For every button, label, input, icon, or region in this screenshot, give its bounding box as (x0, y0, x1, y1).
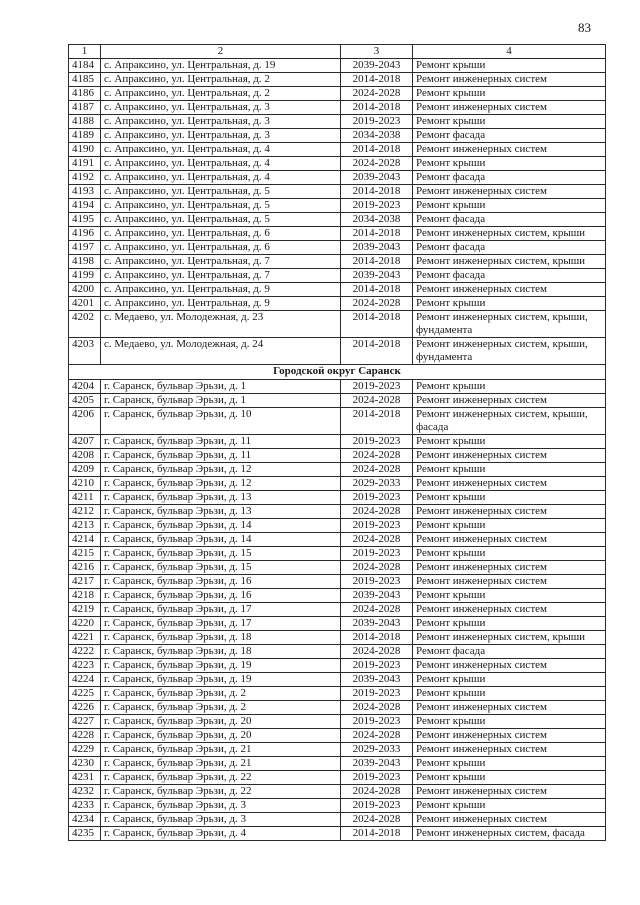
row-work: Ремонт инженерных систем (413, 477, 606, 491)
table-row (69, 283, 606, 297)
row-work: Ремонт инженерных систем, крыши, фундамента (413, 338, 606, 365)
row-work: Ремонт фасада (413, 213, 606, 227)
row-address: г. Саранск, бульвар Эрьзи, д. 18 (101, 631, 341, 645)
row-work: Ремонт фасада (413, 241, 606, 255)
row-number: 4190 (69, 143, 101, 157)
row-number: 4218 (69, 589, 101, 603)
row-period: 2039-2043 (341, 171, 413, 185)
row-work: Ремонт фасада (413, 129, 606, 143)
row-number: 4225 (69, 687, 101, 701)
table-row (69, 143, 606, 157)
row-period: 2034-2038 (341, 213, 413, 227)
table-row (69, 673, 606, 687)
row-number: 4197 (69, 241, 101, 255)
row-work: Ремонт инженерных систем, крыши (413, 631, 606, 645)
row-period: 2039-2043 (341, 269, 413, 283)
table-row (69, 435, 606, 449)
row-work: Ремонт инженерных систем (413, 73, 606, 87)
page-number: 83 (578, 20, 591, 35)
row-number: 4233 (69, 799, 101, 813)
row-address: г. Саранск, бульвар Эрьзи, д. 13 (101, 505, 341, 519)
row-period: 2014-2018 (341, 827, 413, 841)
row-address: г. Саранск, бульвар Эрьзи, д. 3 (101, 813, 341, 827)
row-number: 4205 (69, 394, 101, 408)
table-row (69, 213, 606, 227)
row-period: 2024-2028 (341, 561, 413, 575)
row-number: 4198 (69, 255, 101, 269)
row-address: г. Саранск, бульвар Эрьзи, д. 1 (101, 394, 341, 408)
row-address: с. Апраксино, ул. Центральная, д. 6 (101, 241, 341, 255)
row-work: Ремонт крыши (413, 771, 606, 785)
table-row (69, 185, 606, 199)
row-work: Ремонт крыши (413, 687, 606, 701)
row-address: г. Саранск, бульвар Эрьзи, д. 1 (101, 380, 341, 394)
row-number: 4219 (69, 603, 101, 617)
row-period: 2039-2043 (341, 757, 413, 771)
row-work: Ремонт инженерных систем (413, 743, 606, 757)
row-number: 4221 (69, 631, 101, 645)
row-number: 4220 (69, 617, 101, 631)
row-number: 4196 (69, 227, 101, 241)
row-period: 2024-2028 (341, 701, 413, 715)
row-work: Ремонт инженерных систем, крыши (413, 255, 606, 269)
row-work: Ремонт фасада (413, 269, 606, 283)
header-row (69, 45, 606, 59)
row-period: 2019-2023 (341, 799, 413, 813)
row-period: 2019-2023 (341, 715, 413, 729)
row-address: г. Саранск, бульвар Эрьзи, д. 3 (101, 799, 341, 813)
table-row (69, 297, 606, 311)
row-number: 4226 (69, 701, 101, 715)
table-row (69, 129, 606, 143)
row-address: г. Саранск, бульвар Эрьзи, д. 20 (101, 729, 341, 743)
row-address: г. Саранск, бульвар Эрьзи, д. 16 (101, 589, 341, 603)
row-work: Ремонт инженерных систем (413, 101, 606, 115)
row-number: 4212 (69, 505, 101, 519)
row-number: 4188 (69, 115, 101, 129)
row-work: Ремонт крыши (413, 199, 606, 213)
section-title: Городской округ Саранск (69, 365, 606, 380)
row-work: Ремонт инженерных систем (413, 533, 606, 547)
row-address: с. Апраксино, ул. Центральная, д. 3 (101, 115, 341, 129)
row-period: 2014-2018 (341, 283, 413, 297)
row-work: Ремонт крыши (413, 673, 606, 687)
row-work: Ремонт инженерных систем (413, 143, 606, 157)
row-address: с. Апраксино, ул. Центральная, д. 19 (101, 59, 341, 73)
row-address: с. Апраксино, ул. Центральная, д. 3 (101, 101, 341, 115)
row-number: 4201 (69, 297, 101, 311)
row-work: Ремонт инженерных систем, крыши, фасада (413, 408, 606, 435)
row-number: 4187 (69, 101, 101, 115)
row-period: 2039-2043 (341, 617, 413, 631)
row-number: 4232 (69, 785, 101, 799)
row-number: 4195 (69, 213, 101, 227)
row-number: 4194 (69, 199, 101, 213)
row-number: 4191 (69, 157, 101, 171)
table-row (69, 757, 606, 771)
row-address: с. Апраксино, ул. Центральная, д. 7 (101, 269, 341, 283)
table-row (69, 603, 606, 617)
header-col-1: 1 (69, 45, 101, 59)
row-work: Ремонт крыши (413, 463, 606, 477)
section-group (69, 365, 606, 380)
row-period: 2014-2018 (341, 227, 413, 241)
row-address: с. Апраксино, ул. Центральная, д. 9 (101, 297, 341, 311)
row-number: 4211 (69, 491, 101, 505)
row-period: 2024-2028 (341, 449, 413, 463)
row-work: Ремонт инженерных систем (413, 394, 606, 408)
table-row (69, 533, 606, 547)
table-body-after (69, 380, 606, 841)
row-period: 2024-2028 (341, 645, 413, 659)
row-address: г. Саранск, бульвар Эрьзи, д. 12 (101, 477, 341, 491)
row-number: 4223 (69, 659, 101, 673)
table-row (69, 171, 606, 185)
table-row (69, 59, 606, 73)
row-number: 4214 (69, 533, 101, 547)
row-address: с. Апраксино, ул. Центральная, д. 7 (101, 255, 341, 269)
row-address: г. Саранск, бульвар Эрьзи, д. 22 (101, 771, 341, 785)
row-address: г. Саранск, бульвар Эрьзи, д. 19 (101, 659, 341, 673)
table-row (69, 477, 606, 491)
row-address: с. Медаево, ул. Молодежная, д. 23 (101, 311, 341, 338)
table-row (69, 561, 606, 575)
row-period: 2014-2018 (341, 185, 413, 199)
row-work: Ремонт крыши (413, 297, 606, 311)
row-period: 2024-2028 (341, 157, 413, 171)
row-work: Ремонт инженерных систем, крыши, фундамента (413, 311, 606, 338)
row-work: Ремонт крыши (413, 547, 606, 561)
row-work: Ремонт инженерных систем, фасада (413, 827, 606, 841)
row-period: 2014-2018 (341, 408, 413, 435)
row-address: г. Саранск, бульвар Эрьзи, д. 15 (101, 547, 341, 561)
row-period: 2024-2028 (341, 87, 413, 101)
table-row (69, 408, 606, 435)
row-period: 2029-2033 (341, 477, 413, 491)
row-period: 2024-2028 (341, 813, 413, 827)
row-number: 4210 (69, 477, 101, 491)
row-number: 4235 (69, 827, 101, 841)
table-row (69, 645, 606, 659)
row-number: 4202 (69, 311, 101, 338)
row-period: 2019-2023 (341, 575, 413, 589)
row-work: Ремонт инженерных систем (413, 575, 606, 589)
table-row (69, 519, 606, 533)
row-period: 2039-2043 (341, 59, 413, 73)
row-number: 4193 (69, 185, 101, 199)
table-row (69, 827, 606, 841)
row-address: с. Апраксино, ул. Центральная, д. 9 (101, 283, 341, 297)
row-period: 2019-2023 (341, 199, 413, 213)
row-number: 4204 (69, 380, 101, 394)
row-address: г. Саранск, бульвар Эрьзи, д. 18 (101, 645, 341, 659)
row-address: г. Саранск, бульвар Эрьзи, д. 14 (101, 533, 341, 547)
table-row (69, 449, 606, 463)
row-address: с. Апраксино, ул. Центральная, д. 3 (101, 129, 341, 143)
table-row (69, 617, 606, 631)
table-row (69, 311, 606, 338)
row-work: Ремонт крыши (413, 435, 606, 449)
row-period: 2039-2043 (341, 241, 413, 255)
header-col-3: 3 (341, 45, 413, 59)
row-period: 2019-2023 (341, 380, 413, 394)
row-address: г. Саранск, бульвар Эрьзи, д. 17 (101, 603, 341, 617)
table-row (69, 729, 606, 743)
row-address: г. Саранск, бульвар Эрьзи, д. 14 (101, 519, 341, 533)
table-row (69, 743, 606, 757)
row-work: Ремонт инженерных систем (413, 729, 606, 743)
row-work: Ремонт крыши (413, 59, 606, 73)
row-number: 4208 (69, 449, 101, 463)
row-number: 4213 (69, 519, 101, 533)
row-work: Ремонт инженерных систем (413, 505, 606, 519)
row-work: Ремонт крыши (413, 799, 606, 813)
table-row (69, 101, 606, 115)
row-period: 2014-2018 (341, 143, 413, 157)
row-address: с. Апраксино, ул. Центральная, д. 6 (101, 227, 341, 241)
table-row (69, 241, 606, 255)
row-period: 2039-2043 (341, 589, 413, 603)
row-address: г. Саранск, бульвар Эрьзи, д. 4 (101, 827, 341, 841)
table-row (69, 505, 606, 519)
row-number: 4222 (69, 645, 101, 659)
row-number: 4216 (69, 561, 101, 575)
row-address: г. Саранск, бульвар Эрьзи, д. 11 (101, 435, 341, 449)
row-number: 4230 (69, 757, 101, 771)
table-row (69, 115, 606, 129)
row-work: Ремонт инженерных систем (413, 283, 606, 297)
table-row (69, 589, 606, 603)
table-body-before (69, 59, 606, 365)
row-work: Ремонт инженерных систем (413, 449, 606, 463)
section-row (69, 365, 606, 380)
row-address: с. Апраксино, ул. Центральная, д. 5 (101, 185, 341, 199)
row-work: Ремонт крыши (413, 157, 606, 171)
row-number: 4184 (69, 59, 101, 73)
row-number: 4215 (69, 547, 101, 561)
row-period: 2019-2023 (341, 687, 413, 701)
row-period: 2039-2043 (341, 673, 413, 687)
row-address: г. Саранск, бульвар Эрьзи, д. 21 (101, 743, 341, 757)
row-period: 2024-2028 (341, 603, 413, 617)
row-number: 4229 (69, 743, 101, 757)
row-work: Ремонт фасада (413, 171, 606, 185)
row-address: г. Саранск, бульвар Эрьзи, д. 17 (101, 617, 341, 631)
row-work: Ремонт инженерных систем (413, 561, 606, 575)
row-number: 4189 (69, 129, 101, 143)
row-address: г. Саранск, бульвар Эрьзи, д. 20 (101, 715, 341, 729)
table-row (69, 87, 606, 101)
row-period: 2019-2023 (341, 519, 413, 533)
row-address: г. Саранск, бульвар Эрьзи, д. 15 (101, 561, 341, 575)
table-row (69, 463, 606, 477)
row-work: Ремонт инженерных систем (413, 785, 606, 799)
row-work: Ремонт крыши (413, 380, 606, 394)
table-row (69, 491, 606, 505)
row-work: Ремонт крыши (413, 519, 606, 533)
table-row (69, 701, 606, 715)
row-work: Ремонт фасада (413, 645, 606, 659)
row-address: с. Апраксино, ул. Центральная, д. 4 (101, 157, 341, 171)
row-address: г. Саранск, бульвар Эрьзи, д. 21 (101, 757, 341, 771)
table-row (69, 199, 606, 213)
table-header (69, 45, 606, 59)
table-row (69, 338, 606, 365)
row-number: 4231 (69, 771, 101, 785)
row-address: г. Саранск, бульвар Эрьзи, д. 12 (101, 463, 341, 477)
row-number: 4199 (69, 269, 101, 283)
row-address: с. Апраксино, ул. Центральная, д. 4 (101, 171, 341, 185)
row-period: 2014-2018 (341, 255, 413, 269)
row-number: 4185 (69, 73, 101, 87)
row-number: 4207 (69, 435, 101, 449)
table-row (69, 227, 606, 241)
row-period: 2014-2018 (341, 73, 413, 87)
row-work: Ремонт инженерных систем (413, 659, 606, 673)
row-work: Ремонт крыши (413, 87, 606, 101)
row-address: с. Апраксино, ул. Центральная, д. 5 (101, 199, 341, 213)
row-period: 2024-2028 (341, 729, 413, 743)
row-number: 4217 (69, 575, 101, 589)
row-period: 2034-2038 (341, 129, 413, 143)
row-address: с. Апраксино, ул. Центральная, д. 2 (101, 73, 341, 87)
table-row (69, 631, 606, 645)
row-period: 2024-2028 (341, 394, 413, 408)
row-work: Ремонт инженерных систем (413, 603, 606, 617)
table-row (69, 255, 606, 269)
row-number: 4203 (69, 338, 101, 365)
table-row (69, 659, 606, 673)
row-period: 2019-2023 (341, 491, 413, 505)
row-work: Ремонт инженерных систем, крыши (413, 227, 606, 241)
row-period: 2019-2023 (341, 771, 413, 785)
table-row (69, 269, 606, 283)
row-address: г. Саранск, бульвар Эрьзи, д. 2 (101, 687, 341, 701)
row-number: 4228 (69, 729, 101, 743)
row-period: 2014-2018 (341, 101, 413, 115)
row-period: 2029-2033 (341, 743, 413, 757)
row-address: с. Медаево, ул. Молодежная, д. 24 (101, 338, 341, 365)
row-work: Ремонт крыши (413, 589, 606, 603)
row-work: Ремонт инженерных систем (413, 813, 606, 827)
row-period: 2014-2018 (341, 311, 413, 338)
row-work: Ремонт крыши (413, 115, 606, 129)
header-col-4: 4 (413, 45, 606, 59)
row-number: 4234 (69, 813, 101, 827)
row-period: 2014-2018 (341, 338, 413, 365)
row-period: 2019-2023 (341, 435, 413, 449)
row-period: 2024-2028 (341, 463, 413, 477)
row-address: с. Апраксино, ул. Центральная, д. 4 (101, 143, 341, 157)
row-period: 2019-2023 (341, 547, 413, 561)
row-period: 2019-2023 (341, 659, 413, 673)
table-row (69, 157, 606, 171)
table-row (69, 380, 606, 394)
row-address: г. Саранск, бульвар Эрьзи, д. 11 (101, 449, 341, 463)
row-number: 4209 (69, 463, 101, 477)
row-address: г. Саранск, бульвар Эрьзи, д. 13 (101, 491, 341, 505)
table-row (69, 785, 606, 799)
row-work: Ремонт крыши (413, 757, 606, 771)
table-row (69, 813, 606, 827)
row-address: с. Апраксино, ул. Центральная, д. 2 (101, 87, 341, 101)
table-row (69, 687, 606, 701)
row-number: 4186 (69, 87, 101, 101)
row-number: 4200 (69, 283, 101, 297)
row-period: 2014-2018 (341, 631, 413, 645)
row-address: г. Саранск, бульвар Эрьзи, д. 2 (101, 701, 341, 715)
row-address: г. Саранск, бульвар Эрьзи, д. 22 (101, 785, 341, 799)
row-work: Ремонт крыши (413, 491, 606, 505)
row-number: 4192 (69, 171, 101, 185)
row-period: 2024-2028 (341, 505, 413, 519)
row-number: 4227 (69, 715, 101, 729)
row-number: 4206 (69, 408, 101, 435)
row-period: 2019-2023 (341, 115, 413, 129)
row-work: Ремонт инженерных систем (413, 701, 606, 715)
registry-table (68, 44, 606, 841)
row-address: г. Саранск, бульвар Эрьзи, д. 10 (101, 408, 341, 435)
row-work: Ремонт крыши (413, 617, 606, 631)
table-row (69, 799, 606, 813)
row-address: с. Апраксино, ул. Центральная, д. 5 (101, 213, 341, 227)
row-period: 2024-2028 (341, 533, 413, 547)
row-period: 2024-2028 (341, 785, 413, 799)
table-row (69, 547, 606, 561)
row-address: г. Саранск, бульвар Эрьзи, д. 16 (101, 575, 341, 589)
row-number: 4224 (69, 673, 101, 687)
table-row (69, 575, 606, 589)
table-row (69, 715, 606, 729)
header-col-2: 2 (101, 45, 341, 59)
row-period: 2024-2028 (341, 297, 413, 311)
row-work: Ремонт инженерных систем (413, 185, 606, 199)
table-row (69, 771, 606, 785)
table-row (69, 394, 606, 408)
row-work: Ремонт крыши (413, 715, 606, 729)
row-address: г. Саранск, бульвар Эрьзи, д. 19 (101, 673, 341, 687)
table-row (69, 73, 606, 87)
